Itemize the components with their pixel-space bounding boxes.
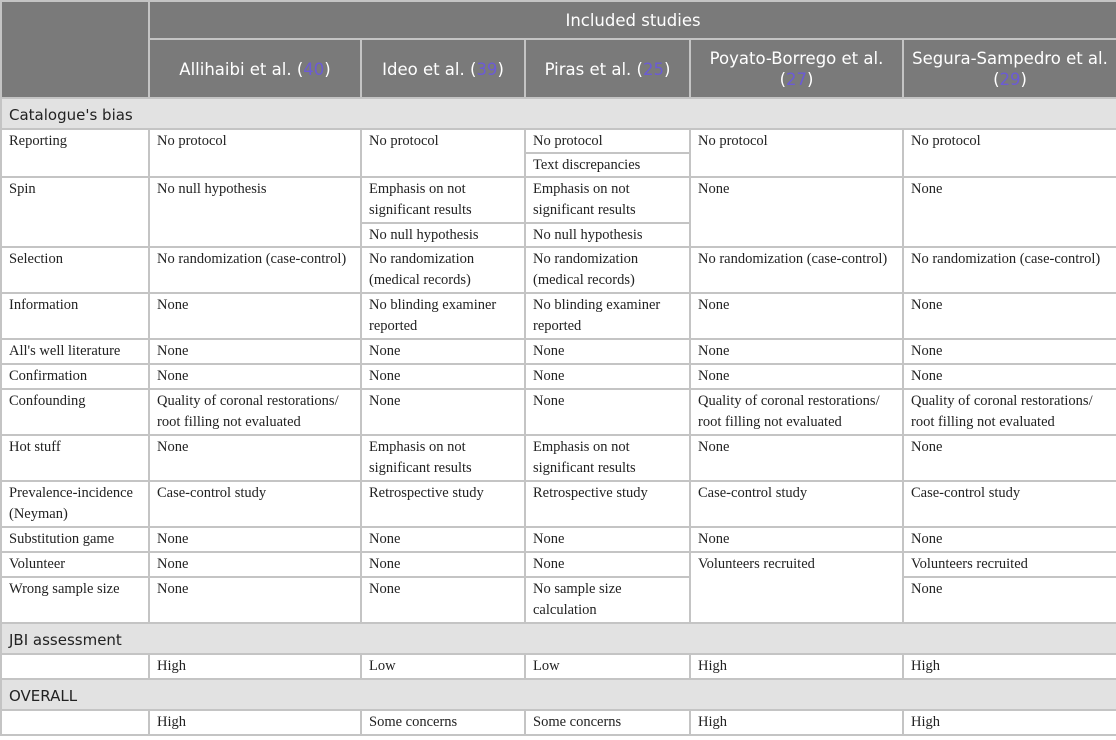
cell: No blinding examiner reported	[525, 293, 690, 339]
cell: None	[361, 552, 525, 577]
cell: None	[690, 339, 903, 364]
cell: Retrospective study	[525, 481, 690, 527]
study-name: Ideo et al. (	[382, 59, 477, 79]
cell: None	[525, 339, 690, 364]
cell: Quality of coronal restorations/ root filling not evaluated	[903, 389, 1116, 435]
reference-link[interactable]: 40	[303, 59, 325, 79]
row-label-empty	[1, 710, 149, 735]
section-overall: OVERALL	[1, 679, 1116, 710]
section-jbi: JBI assessment	[1, 623, 1116, 654]
cell: None	[903, 339, 1116, 364]
table-row	[1, 389, 1116, 435]
study-header	[361, 39, 525, 98]
table-row	[1, 435, 1116, 481]
table-row	[1, 339, 1116, 364]
cell: None	[525, 552, 690, 577]
table-row	[1, 527, 1116, 552]
cell: Case-control study	[149, 481, 361, 527]
table-row	[1, 247, 1116, 293]
cell: No randomization (case-control)	[903, 247, 1116, 293]
cell: None	[149, 364, 361, 389]
study-name: Piras et al. (	[544, 59, 643, 79]
cell: None	[525, 364, 690, 389]
cell: None	[361, 339, 525, 364]
cell: None	[149, 577, 361, 623]
cell: No protocol	[903, 129, 1116, 177]
study-name-close: )	[807, 70, 814, 89]
cell: High	[690, 654, 903, 679]
cell: None	[525, 527, 690, 552]
study-header	[690, 39, 903, 98]
table-row	[1, 481, 1116, 527]
cell: Low	[361, 654, 525, 679]
study-name-close: )	[497, 59, 504, 79]
cell: No randomization (case-control)	[149, 247, 361, 293]
row-label: Volunteer	[1, 552, 149, 577]
reference-link[interactable]: 29	[999, 70, 1021, 89]
row-label: Reporting	[1, 129, 149, 177]
cell: No protocol	[525, 129, 690, 153]
reference-link[interactable]: 27	[786, 70, 807, 89]
cell: No randomization (medical records)	[525, 247, 690, 293]
cell: No randomization (medical records)	[361, 247, 525, 293]
cell: Emphasis on not significant results	[361, 435, 525, 481]
cell: No sample size calculation	[525, 577, 690, 623]
cell: No null hypothesis	[525, 223, 690, 247]
reference-link[interactable]: 39	[476, 59, 498, 79]
cell: No protocol	[149, 129, 361, 177]
table-row	[1, 293, 1116, 339]
row-label: Wrong sample size	[1, 577, 149, 623]
study-header	[149, 39, 361, 98]
study-name: Poyato-Borrego et al. (	[709, 49, 884, 89]
cell: Quality of coronal restorations/ root filling not evaluated	[690, 389, 903, 435]
cell: None	[690, 435, 903, 481]
cell: None	[690, 293, 903, 339]
cell: None	[690, 527, 903, 552]
row-label: Confirmation	[1, 364, 149, 389]
cell: None	[149, 552, 361, 577]
cell: High	[690, 710, 903, 735]
cell: Emphasis on not significant results	[525, 435, 690, 481]
row-label: Spin	[1, 177, 149, 247]
cell: Case-control study	[690, 481, 903, 527]
cell: None	[525, 389, 690, 435]
study-name-close: )	[1020, 70, 1027, 89]
corner-header	[1, 1, 149, 98]
cell: High	[149, 654, 361, 679]
study-name: Allihaibi et al. (	[179, 59, 304, 79]
cell: Low	[525, 654, 690, 679]
cell: Text discrepancies	[525, 153, 690, 177]
section-catalogue: Catalogue's bias	[1, 98, 1116, 129]
cell: Some concerns	[361, 710, 525, 735]
study-name: Segura-Sampedro et al. (	[912, 49, 1108, 89]
cell: No null hypothesis	[361, 223, 525, 247]
row-label: Confounding	[1, 389, 149, 435]
row-label: Substitution game	[1, 527, 149, 552]
cell: None	[361, 527, 525, 552]
cell: None	[149, 339, 361, 364]
included-studies-header: Included studies	[149, 1, 1116, 39]
table-row	[1, 364, 1116, 389]
cell: High	[903, 654, 1116, 679]
cell: High	[903, 710, 1116, 735]
study-name-close: )	[324, 59, 331, 79]
reference-link[interactable]: 25	[642, 59, 664, 79]
cell: Retrospective study	[361, 481, 525, 527]
cell: Case-control study	[903, 481, 1116, 527]
cell: None	[690, 364, 903, 389]
row-label: Information	[1, 293, 149, 339]
cell: None	[903, 177, 1116, 247]
cell: Volunteers recruited	[903, 552, 1116, 577]
cell: No blinding examiner reported	[361, 293, 525, 339]
cell: None	[149, 293, 361, 339]
cell: None	[361, 389, 525, 435]
row-label: Selection	[1, 247, 149, 293]
cell: None	[361, 364, 525, 389]
cell: No protocol	[690, 129, 903, 177]
cell: No randomization (case-control)	[690, 247, 903, 293]
cell: None	[903, 364, 1116, 389]
cell: No protocol	[361, 129, 525, 177]
cell: None	[903, 577, 1116, 623]
cell: None	[149, 527, 361, 552]
cell: Some concerns	[525, 710, 690, 735]
cell: Emphasis on not significant results	[525, 177, 690, 223]
cell: None	[361, 577, 525, 623]
study-name-close: )	[663, 59, 671, 79]
row-label: Hot stuff	[1, 435, 149, 481]
study-header	[525, 39, 690, 98]
cell: None	[149, 435, 361, 481]
cell: Emphasis on not significant results	[361, 177, 525, 223]
cell: Volunteers recruited	[690, 552, 903, 623]
cell: High	[149, 710, 361, 735]
cell: None	[690, 177, 903, 247]
cell: None	[903, 293, 1116, 339]
study-header	[903, 39, 1116, 98]
cell: No null hypothesis	[149, 177, 361, 247]
cell: None	[903, 435, 1116, 481]
cell: None	[903, 527, 1116, 552]
row-label: Prevalence-incidence (Neyman)	[1, 481, 149, 527]
row-label-empty	[1, 654, 149, 679]
cell: Quality of coronal restorations/ root filling not evaluated	[149, 389, 361, 435]
row-label: All's well literature	[1, 339, 149, 364]
